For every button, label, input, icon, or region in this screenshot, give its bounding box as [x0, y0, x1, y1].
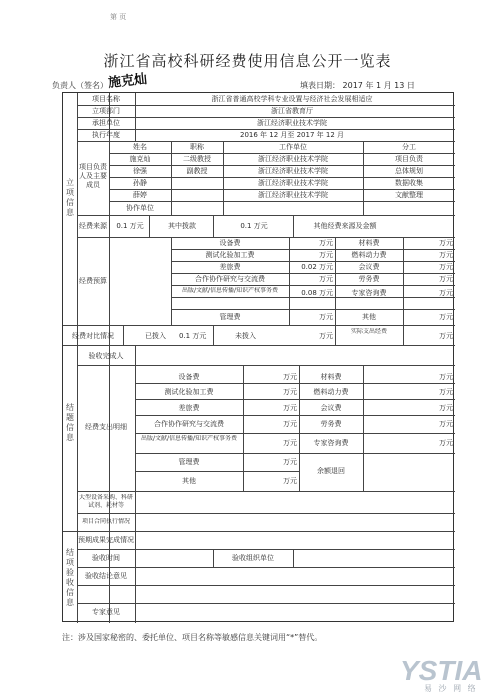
project-org-label: 承担单位	[92, 119, 120, 127]
expense-item: 差旅费	[178, 404, 200, 412]
project-period-value: 2016 年 12 月至 2017 年 12 月	[239, 131, 345, 139]
budget-amount: 万元	[439, 239, 453, 247]
expense-amount: 万元	[283, 373, 297, 381]
project-org-value: 浙江经济职业技术学院	[257, 119, 327, 127]
budget-item: 合作协作研究与交流费	[195, 275, 265, 283]
member-header-title: 职称	[190, 143, 204, 151]
expense-amount: 万元	[283, 404, 297, 412]
budget-amount: 万元	[439, 289, 453, 297]
member-name: 施克灿	[129, 155, 151, 163]
footnote: 注：涉及国家秘密的、委托单位、项目名称等敏感信息关键词用“*”替代。	[62, 633, 323, 642]
member-title: 副教授	[186, 167, 208, 175]
expense-amount: 万元	[439, 439, 453, 447]
fill-date: 填表日期： 2017 年 1 月 13 日	[300, 81, 415, 90]
info-table	[62, 92, 454, 622]
expense-amount: 万元	[439, 420, 453, 428]
watermark-caption: 易 沙 网 络	[424, 684, 478, 693]
expense-item: 材料费	[320, 373, 342, 381]
member-header-name: 姓名	[133, 143, 147, 151]
expense-amount: 万元	[283, 420, 297, 428]
member-unit: 浙江经济职业技术学院	[258, 179, 328, 187]
expense-item: 合作协作研究与交流费	[154, 420, 224, 428]
expense-amount: 万元	[439, 388, 453, 396]
extra-duty-label: 协作单位	[126, 204, 154, 212]
budget-amount: 万元	[319, 275, 333, 283]
acceptance-method-label: 验收组织单位	[232, 554, 274, 562]
expense-amount: 万元	[283, 388, 297, 396]
expense-amount: 万元	[283, 477, 297, 485]
funding-source-label: 经费来源	[79, 222, 107, 230]
equipment-label: 大型设备采购、科研试剂、耗材等	[78, 494, 133, 509]
member-role: 总体规划	[395, 167, 423, 175]
budget-item: 管理费	[219, 313, 241, 321]
page-number-top: 第 页	[110, 13, 127, 21]
budget-amount: 0.08 万元	[301, 289, 333, 297]
member-name: 徐强	[133, 167, 147, 175]
budget-amount: 万元	[319, 313, 333, 321]
member-role: 项目负责	[395, 155, 423, 163]
project-name-label: 项目名称	[92, 95, 120, 103]
expense-label: 经费支出明细	[85, 423, 127, 431]
expense-item: 余额退回	[317, 467, 345, 475]
project-period-label: 执行年度	[92, 131, 120, 139]
funding-alloc-amount: 0.1 万元	[240, 222, 268, 230]
budget-amount: 0.02 万元	[301, 263, 333, 271]
section-acceptance-info: 结项验收信息	[66, 548, 74, 607]
expense-amount: 万元	[283, 458, 297, 466]
budget-item: 专家咨询费	[351, 289, 387, 297]
budget-item: 差旅费	[219, 263, 241, 271]
expense-item: 专家咨询费	[313, 439, 349, 447]
members-label: 验收完成人	[88, 352, 124, 360]
watermark-logo-text: YSTIA	[400, 655, 483, 686]
usage-label: 经费对比情况	[72, 332, 114, 340]
expense-item: 会议费	[320, 404, 342, 412]
expense-item: 测试化验加工费	[164, 388, 214, 396]
budget-label: 经费预算	[79, 277, 107, 285]
acceptance-comment-label: 专家意见	[92, 608, 120, 616]
budget-amount: 万元	[439, 263, 453, 271]
member-name: 薛婷	[133, 191, 147, 199]
section-checkout-info: 结题信息	[66, 403, 74, 442]
expense-item: 其他	[182, 477, 196, 485]
usage-pending-label: 未拨入	[235, 332, 256, 340]
member-role: 数据收集	[395, 179, 423, 187]
usage-received-amount: 0.1 万元	[179, 332, 207, 340]
members-group-label: 项目负责人及主要成员	[79, 163, 107, 189]
budget-amount: 万元	[439, 275, 453, 283]
member-header-unit: 工作单位	[279, 143, 307, 151]
member-role: 文献整理	[395, 191, 423, 199]
acceptance-conclusion-label: 验收结论意见	[85, 572, 127, 580]
leader-label: 负责人（签名）	[52, 81, 108, 90]
member-unit: 浙江经济职业技术学院	[258, 191, 328, 199]
funding-amount: 0.1 万元	[116, 222, 144, 230]
member-name: 孙静	[133, 179, 147, 187]
member-unit: 浙江经济职业技术学院	[258, 155, 328, 163]
acceptance-date-label: 验收时间	[92, 554, 120, 562]
usage-pending-amount: 万元	[319, 332, 333, 340]
expense-amount: 万元	[439, 373, 453, 381]
usage-actual-label: 实际支出经费	[350, 328, 387, 335]
expense-item: 设备费	[178, 373, 200, 381]
member-unit: 浙江经济职业技术学院	[258, 167, 328, 175]
project-name-value: 浙江省普通高校学科专业设置与经济社会发展相适应	[211, 95, 373, 103]
expense-amount: 万元	[283, 439, 297, 447]
expense-item: 管理费	[178, 458, 200, 466]
usage-actual-amount: 万元	[439, 332, 453, 340]
budget-item: 其他	[362, 313, 376, 321]
funding-alloc-label: 其中拨款	[168, 222, 196, 230]
expense-item: 出版/文献/信息传播/知识产权事务费	[140, 435, 238, 442]
project-dept-label: 立项部门	[92, 107, 120, 115]
funding-other-label: 其他经费来源及金额	[313, 222, 377, 230]
results-label: 预期成果完成情况	[78, 536, 134, 544]
page-title: 浙江省高校科研经费使用信息公开一览表	[103, 52, 392, 70]
budget-amount: 万元	[439, 313, 453, 321]
member-title: 二级教授	[183, 155, 211, 163]
budget-item: 设备费	[219, 239, 241, 247]
expense-item: 劳务费	[320, 420, 342, 428]
member-header-role: 分工	[402, 143, 416, 151]
budget-item: 燃料动力费	[351, 251, 387, 259]
usage-received-label: 已拨入	[145, 332, 166, 340]
budget-amount: 万元	[319, 239, 333, 247]
budget-item: 出版/文献/信息传播/知识产权事务费	[181, 287, 279, 294]
budget-amount: 万元	[319, 251, 333, 259]
project-dept-value: 浙江省教育厅	[271, 107, 313, 115]
budget-amount: 万元	[439, 251, 453, 259]
section-project-info: 立项信息	[66, 178, 74, 217]
budget-item: 测试化验加工费	[205, 251, 255, 259]
contract-label: 项目合同执行情况	[81, 518, 130, 525]
budget-item: 劳务费	[358, 275, 380, 283]
expense-amount: 万元	[439, 404, 453, 412]
leader-signature: 施克灿	[107, 71, 148, 91]
budget-item: 材料费	[358, 239, 380, 247]
expense-item: 燃料动力费	[313, 388, 349, 396]
budget-item: 会议费	[358, 263, 380, 271]
